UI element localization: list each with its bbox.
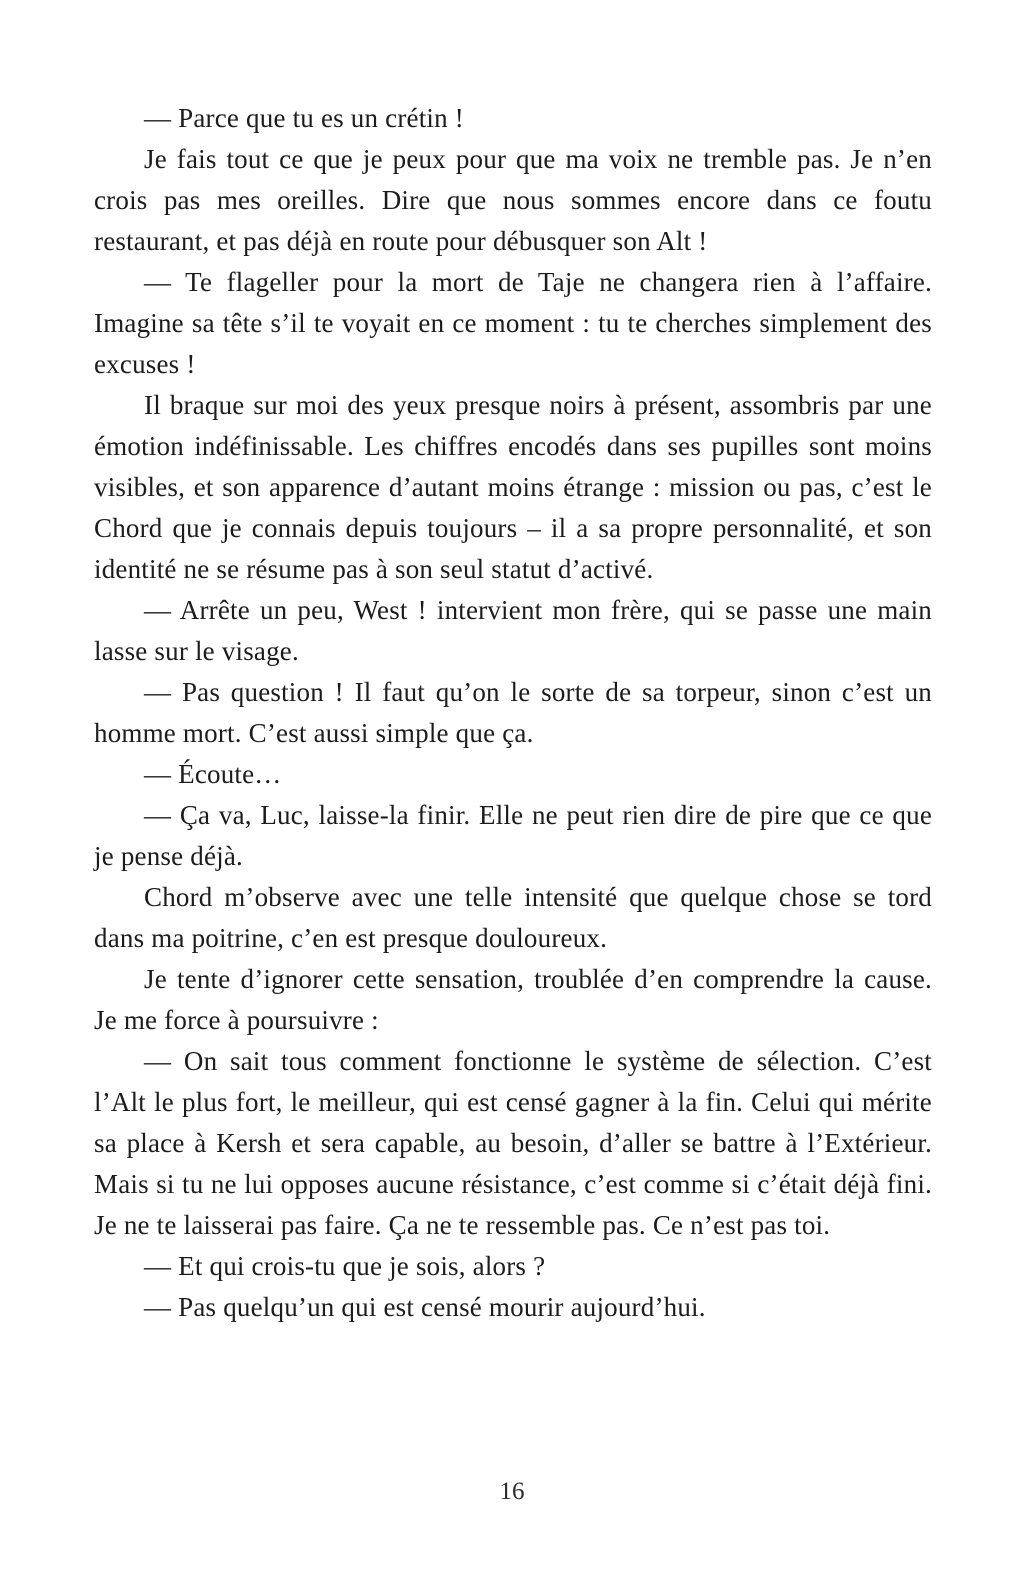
page-number: 16 (499, 1478, 525, 1505)
paragraph: Il braque sur moi des yeux presque noirs à présent, assombris par une émotion indéfinissable. Les chiffres encodés dans ses pupilles sont moins visibles, et son apparence d’autant moins étrange : mission ou pas, c’est le Chord que je connais depuis toujours – il a sa propre personnalité, et son identité ne se résume pas à son seul statut d’activé. (94, 390, 932, 584)
paragraph: — Pas quelqu’un qui est censé mourir aujourd’hui. (144, 1292, 706, 1322)
paragraph: — Parce que tu es un crétin ! (144, 103, 464, 133)
paragraph: — Ça va, Luc, laisse-la finir. Elle ne peut rien dire de pire que ce que je pense déjà. (94, 800, 932, 871)
paragraph: — On sait tous comment fonctionne le système de sélection. C’est l’Alt le plus fort, le meilleur, qui est censé gagner à la fin. Celui qui mérite sa place à Kersh et sera capable, au besoin, d’aller se battre à l’Extérieur. Mais si tu ne lui opposes aucune résistance, c’est comme si c’était déjà fini. Je ne te laisserai pas faire. Ça ne te ressemble pas. Ce n’est pas toi. (94, 1046, 932, 1240)
paragraph: — Arrête un peu, West ! intervient mon frère, qui se passe une main lasse sur le visage. (94, 595, 932, 666)
paragraph: Je fais tout ce que je peux pour que ma voix ne tremble pas. Je n’en crois pas mes oreilles. Dire que nous sommes encore dans ce foutu restaurant, et pas déjà en route pour débusquer son Alt ! (94, 144, 932, 256)
paragraph: — Écoute… (144, 759, 282, 789)
paragraph: Chord m’observe avec une telle intensité que quelque chose se tord dans ma poitrine, c’en est presque douloureux. (94, 882, 932, 953)
paragraph: Je tente d’ignorer cette sensation, troublée d’en comprendre la cause. Je me force à poursuivre : (94, 964, 932, 1035)
body-text (94, 98, 932, 1328)
paragraph: — Et qui crois-tu que je sois, alors ? (144, 1251, 546, 1281)
paragraph: — Te flageller pour la mort de Taje ne changera rien à l’affaire. Imagine sa tête s’il te voyait en ce moment : tu te cherches simplement des excuses ! (94, 267, 932, 379)
paragraph: — Pas question ! Il faut qu’on le sorte de sa torpeur, sinon c’est un homme mort. C’est aussi simple que ça. (94, 677, 932, 748)
